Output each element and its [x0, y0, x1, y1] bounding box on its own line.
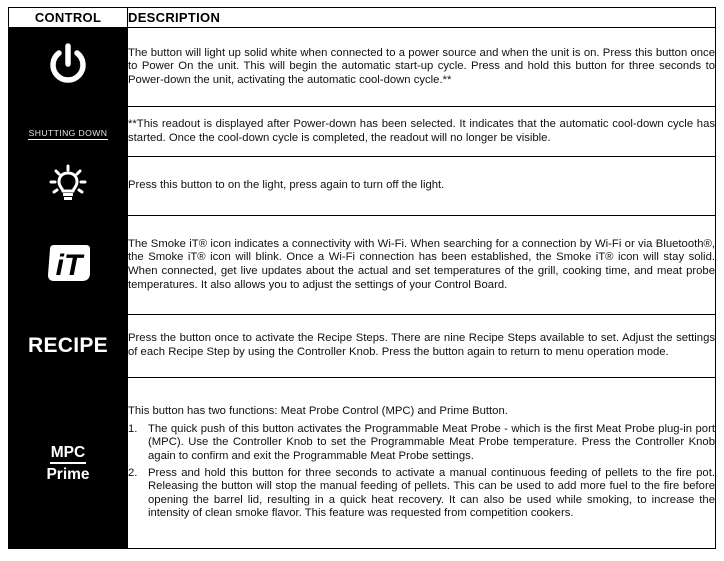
- power-description: The button will light up solid white when connected to a power source and when the unit is on. Press this button once to Power On the unit. This will begin the automatic start-up cycle. Press and hold this button for three seconds to Power-down the unit, activating the automatic cool-down cycle.**: [128, 28, 716, 107]
- row-recipe: [9, 315, 716, 378]
- mpc-steps-list: [128, 423, 715, 521]
- step-text: Press and hold this button for three seconds to activate a manual continuous feeding of pellets to the fire pot. Releasing the button will stop the manual feeding of pellets. This can be used to add more fuel to the fire before opening the barrel lid, resulting in a quick heat recovery. It can also be used while smoking, to increase the intensity of clean smoke flavor. This feature was requested from competition cookers.: [148, 466, 715, 520]
- row-mpc-prime: [9, 378, 716, 549]
- header-control: CONTROL: [9, 8, 128, 28]
- light-bulb-icon: [47, 164, 89, 204]
- list-item: [128, 467, 715, 521]
- smoke-it-cell: [9, 216, 128, 315]
- mpc-prime-label: [9, 444, 127, 483]
- mpc-prime-description: [128, 378, 716, 549]
- row-light: [9, 157, 716, 216]
- row-smoke-it: [9, 216, 716, 315]
- step-number: 2.: [128, 466, 138, 479]
- recipe-cell: [9, 315, 128, 378]
- controls-table: [8, 7, 716, 549]
- recipe-description: Press the button once to activate the Recipe Steps. There are nine Recipe Steps available to set. Adjust the settings of each Recipe Step by using the Controller Knob. Press the button again to return to menu operation mode.: [128, 315, 716, 378]
- power-control-cell: [9, 28, 128, 107]
- prime-label: Prime: [46, 465, 90, 483]
- header-row: [9, 8, 716, 28]
- power-icon: [47, 43, 89, 87]
- light-control-cell: [9, 157, 128, 216]
- mpc-intro: This button has two functions: Meat Probe Control (MPC) and Prime Button.: [128, 405, 508, 418]
- shutting-down-readout: SHUTTING DOWN: [28, 127, 108, 138]
- row-shutting-down: [9, 107, 716, 157]
- smoke-it-description: The Smoke iT® icon indicates a connectivity with Wi-Fi. When searching for a connection by Wi-Fi or via Bluetooth®, the Smoke iT® icon will blink. Once a Wi-Fi connection has been established, the Smoke iT® icon will stay solid. When connected, get live updates about the actual and set temperatures of the grill, cooking time, and meat probe temperatures. It also allows you to adjust the settings of your Control Board.: [128, 216, 716, 315]
- shutting-down-cell: [9, 107, 128, 157]
- header-description: DESCRIPTION: [128, 8, 716, 28]
- shutting-down-description: **This readout is displayed after Power-down has been selected. It indicates that the automatic cool-down cycle has started. Once the cool-down cycle is completed, the readout will no longer be visible.: [128, 107, 716, 157]
- row-power: [9, 28, 716, 107]
- list-item: [128, 423, 715, 464]
- smoke-it-logo: [44, 243, 92, 283]
- step-number: 1.: [128, 422, 138, 435]
- smoke-it-logo-text: iT: [55, 248, 83, 282]
- mpc-prime-cell: [9, 378, 128, 549]
- recipe-button-label: RECIPE: [28, 334, 108, 357]
- light-description: Press this button to on the light, press again to turn off the light.: [128, 157, 716, 216]
- step-text: The quick push of this button activates the Programmable Meat Probe - which is the first Meat Probe plug-in port (MPC). Use the Controller Knob to set the Programmable Meat Probe temperature. Press the Controller Knob again to confirm and exit the Programmable Meat Probe settings.: [148, 422, 715, 462]
- mpc-label: MPC: [50, 444, 86, 464]
